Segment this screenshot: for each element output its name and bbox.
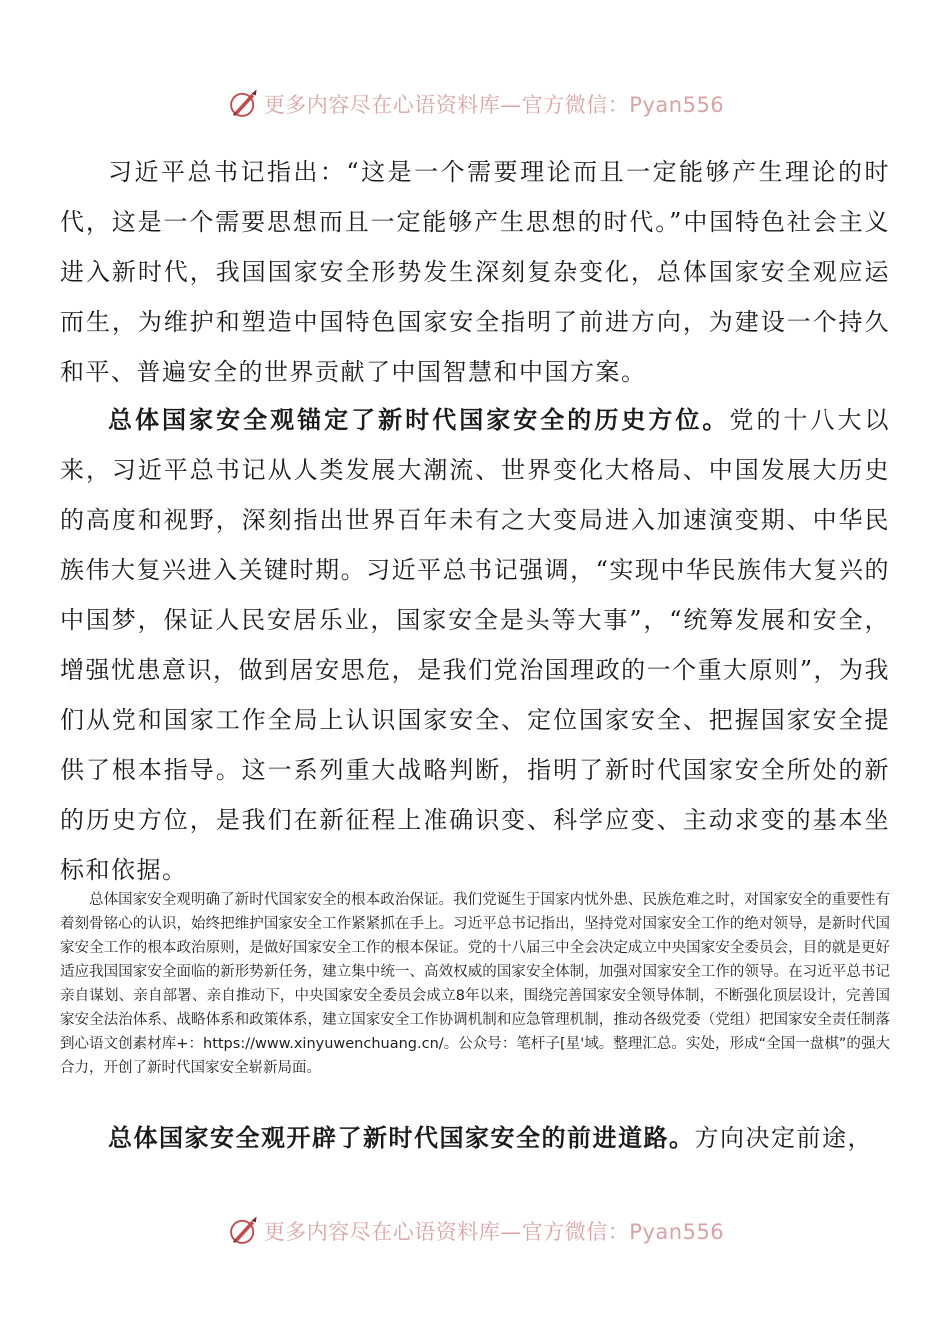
watermark-text: 更多内容尽在心语资料库—官方微信：Pyan556 bbox=[263, 93, 725, 117]
pen-quill-logo-icon bbox=[226, 1214, 260, 1248]
paragraph-lead-heading: 总体国家安全观锚定了新时代国家安全的历史方位。 bbox=[108, 405, 730, 434]
paragraph-historical-position bbox=[60, 395, 890, 895]
paragraph-intro-text: 习近平总书记指出：“这是一个需要理论而且一定能够产生理论的时代，这是一个需要思想而且一定能够产生思想的时代。”中国特色社会主义进入新时代，我国国家安全形势发生深刻复杂变化，总体国家安全观应运而生，为维护和塑造中国特色国家安全指明了前进方向，为建设一个持久和平、普遍安全的世界贡献了中国智慧和中国方案。 bbox=[60, 158, 890, 386]
paragraph-body: 方向决定前途， bbox=[694, 1124, 873, 1152]
watermark-text: 更多内容尽在心语资料库—官方微信：Pyan556 bbox=[263, 1220, 725, 1244]
paragraph-intro bbox=[60, 147, 890, 397]
paragraph-forward-path-text bbox=[60, 1113, 890, 1163]
paragraph-body: 党的十八大以来，习近平总书记从人类发展大潮流、世界变化大格局、中国发展大历史的高度和视野，深刻指出世界百年未有之大变局进入加速演变期、中华民族伟大复兴进入关键时期。习近平总书记强调，“实现中华民族伟大复兴的中国梦，保证人民安居乐业，国家安全是头等大事”，“统筹发展和安全，增强忧患意识，做到居安思危，是我们党治国理政的一个重大原则”，为我们从党和国家工作全局上认识国家安全、定位国家安全、把握国家安全提供了根本指导。这一系列重大战略判断，指明了新时代国家安全所处的新的历史方位，是我们在新征程上准确识变、科学应变、主动求变的基本坐标和依据。 bbox=[60, 406, 891, 884]
paragraph-political-guarantee: 总体国家安全观明确了新时代国家安全的根本政治保证。我们党诞生于国家内忧外患、民族危难之时，对国家安全的重要性有着刻骨铭心的认识，始终把维护国家安全工作紧紧抓在手上。习近平总书记指出，坚持党对国家安全工作的绝对领导，是新时代国家安全工作的根本政治原则，是做好国家安全工作的根本保证。党的十八届三中全会决定成立中央国家安全委员会，目的就是更好适应我国国家安全面临的新形势新任务，建立集中统一、高效权威的国家安全体制，加强对国家安全工作的领导。在习近平总书记亲自谋划、亲自部署、亲自推动下，中央国家安全委员会成立8年以来，围绕完善国家安全领导体制，不断强化顶层设计，完善国家安全法治体系、战略体系和政策体系，建立国家安全工作协调机制和应急管理机制，推动各级党委（党组）把国家安全责任制落到心语文创素材库+：https://www.xinyuwenchuang.cn/。公众号：笔杆子[星'域。整理汇总。实处，形成“全国一盘棋”的强大合力，开创了新时代国家安全崭新局面。 bbox=[60, 892, 890, 1076]
header-watermark bbox=[0, 84, 950, 124]
paragraph-forward-path bbox=[60, 1113, 890, 1163]
paragraph-historical-position-text bbox=[60, 395, 890, 895]
paragraph-lead-heading: 总体国家安全观开辟了新时代国家安全的前进道路。 bbox=[108, 1123, 695, 1152]
footer-watermark bbox=[0, 1211, 950, 1251]
pen-quill-logo-icon bbox=[226, 87, 260, 121]
